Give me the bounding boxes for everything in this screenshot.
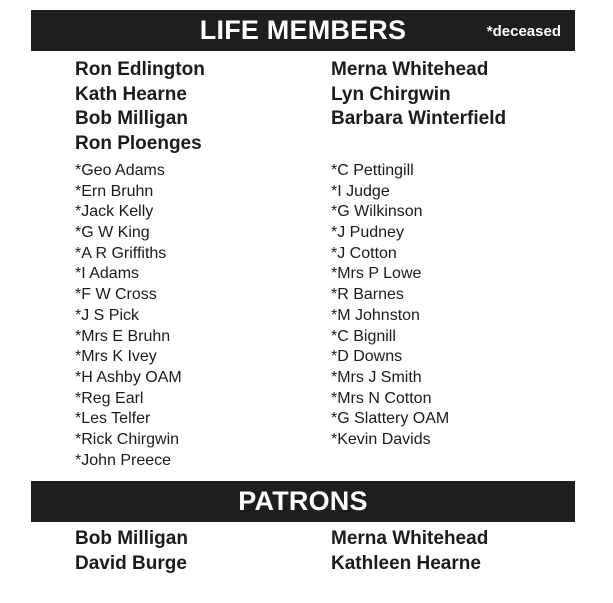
patrons-banner bbox=[31, 481, 575, 522]
patrons-title: PATRONS bbox=[238, 486, 368, 516]
life-members-title: LIFE MEMBERS bbox=[199, 15, 407, 45]
list-item: Ron Edlington bbox=[75, 59, 205, 80]
list-item: *Rick Chirgwin bbox=[75, 430, 180, 448]
list-item: *A R Griffiths bbox=[75, 244, 167, 262]
list-item: Kathleen Hearne bbox=[331, 552, 481, 574]
list-item: *Ern Bruhn bbox=[75, 182, 154, 200]
list-item: *Geo Adams bbox=[75, 162, 165, 179]
list-item: Merna Whitehead bbox=[331, 59, 489, 80]
list-item: *I Adams bbox=[75, 265, 140, 283]
list-item: *C Pettingill bbox=[331, 162, 414, 179]
list-item: Lyn Chirgwin bbox=[331, 83, 451, 105]
list-item: Barbara Winterfield bbox=[331, 108, 507, 129]
list-item: *G W King bbox=[75, 224, 150, 242]
list-item: *I Judge bbox=[331, 182, 390, 200]
life-members-deceased-right-list bbox=[331, 161, 449, 451]
list-item: Bob Milligan bbox=[75, 108, 188, 129]
life-members-deceased-left-list bbox=[75, 161, 182, 471]
list-item: *Mrs J Smith bbox=[331, 368, 422, 386]
list-item: *D Downs bbox=[331, 348, 403, 366]
list-item: *Mrs K Ivey bbox=[75, 348, 157, 366]
life-members-living-right-list bbox=[331, 58, 506, 132]
list-item: *H Ashby OAM bbox=[75, 368, 182, 386]
list-item: *Kevin Davids bbox=[331, 430, 431, 448]
list-item: *Mrs E Bruhn bbox=[75, 327, 171, 345]
list-item: Bob Milligan bbox=[75, 528, 188, 549]
list-item: Kath Hearne bbox=[75, 83, 187, 105]
list-item: *G Slattery OAM bbox=[331, 410, 450, 428]
list-item: *C Bignill bbox=[331, 327, 396, 345]
list-item: *G Wilkinson bbox=[331, 203, 423, 221]
patrons-right-list bbox=[331, 527, 488, 576]
list-item: *J Cotton bbox=[331, 244, 397, 262]
list-item: Ron Ploenges bbox=[75, 132, 202, 154]
list-item: Merna Whitehead bbox=[331, 528, 489, 549]
list-item: *Les Telfer bbox=[75, 410, 151, 428]
list-item: *F W Cross bbox=[75, 286, 157, 304]
life-members-living-left-list bbox=[75, 58, 205, 156]
list-item: *M Johnston bbox=[331, 306, 420, 324]
list-item: *J Pudney bbox=[331, 224, 404, 242]
deceased-note: *deceased bbox=[486, 23, 561, 40]
list-item: *Reg Earl bbox=[75, 389, 144, 407]
list-item: *Jack Kelly bbox=[75, 203, 154, 221]
list-item: David Burge bbox=[75, 552, 187, 574]
list-item: *Mrs N Cotton bbox=[331, 389, 432, 407]
life-members-banner bbox=[31, 10, 575, 51]
list-item: *John Preece bbox=[75, 451, 172, 469]
list-item: *Mrs P Lowe bbox=[331, 265, 422, 283]
patrons-left-list bbox=[75, 527, 188, 576]
list-item: *J S Pick bbox=[75, 306, 140, 324]
list-item: *R Barnes bbox=[331, 286, 404, 304]
